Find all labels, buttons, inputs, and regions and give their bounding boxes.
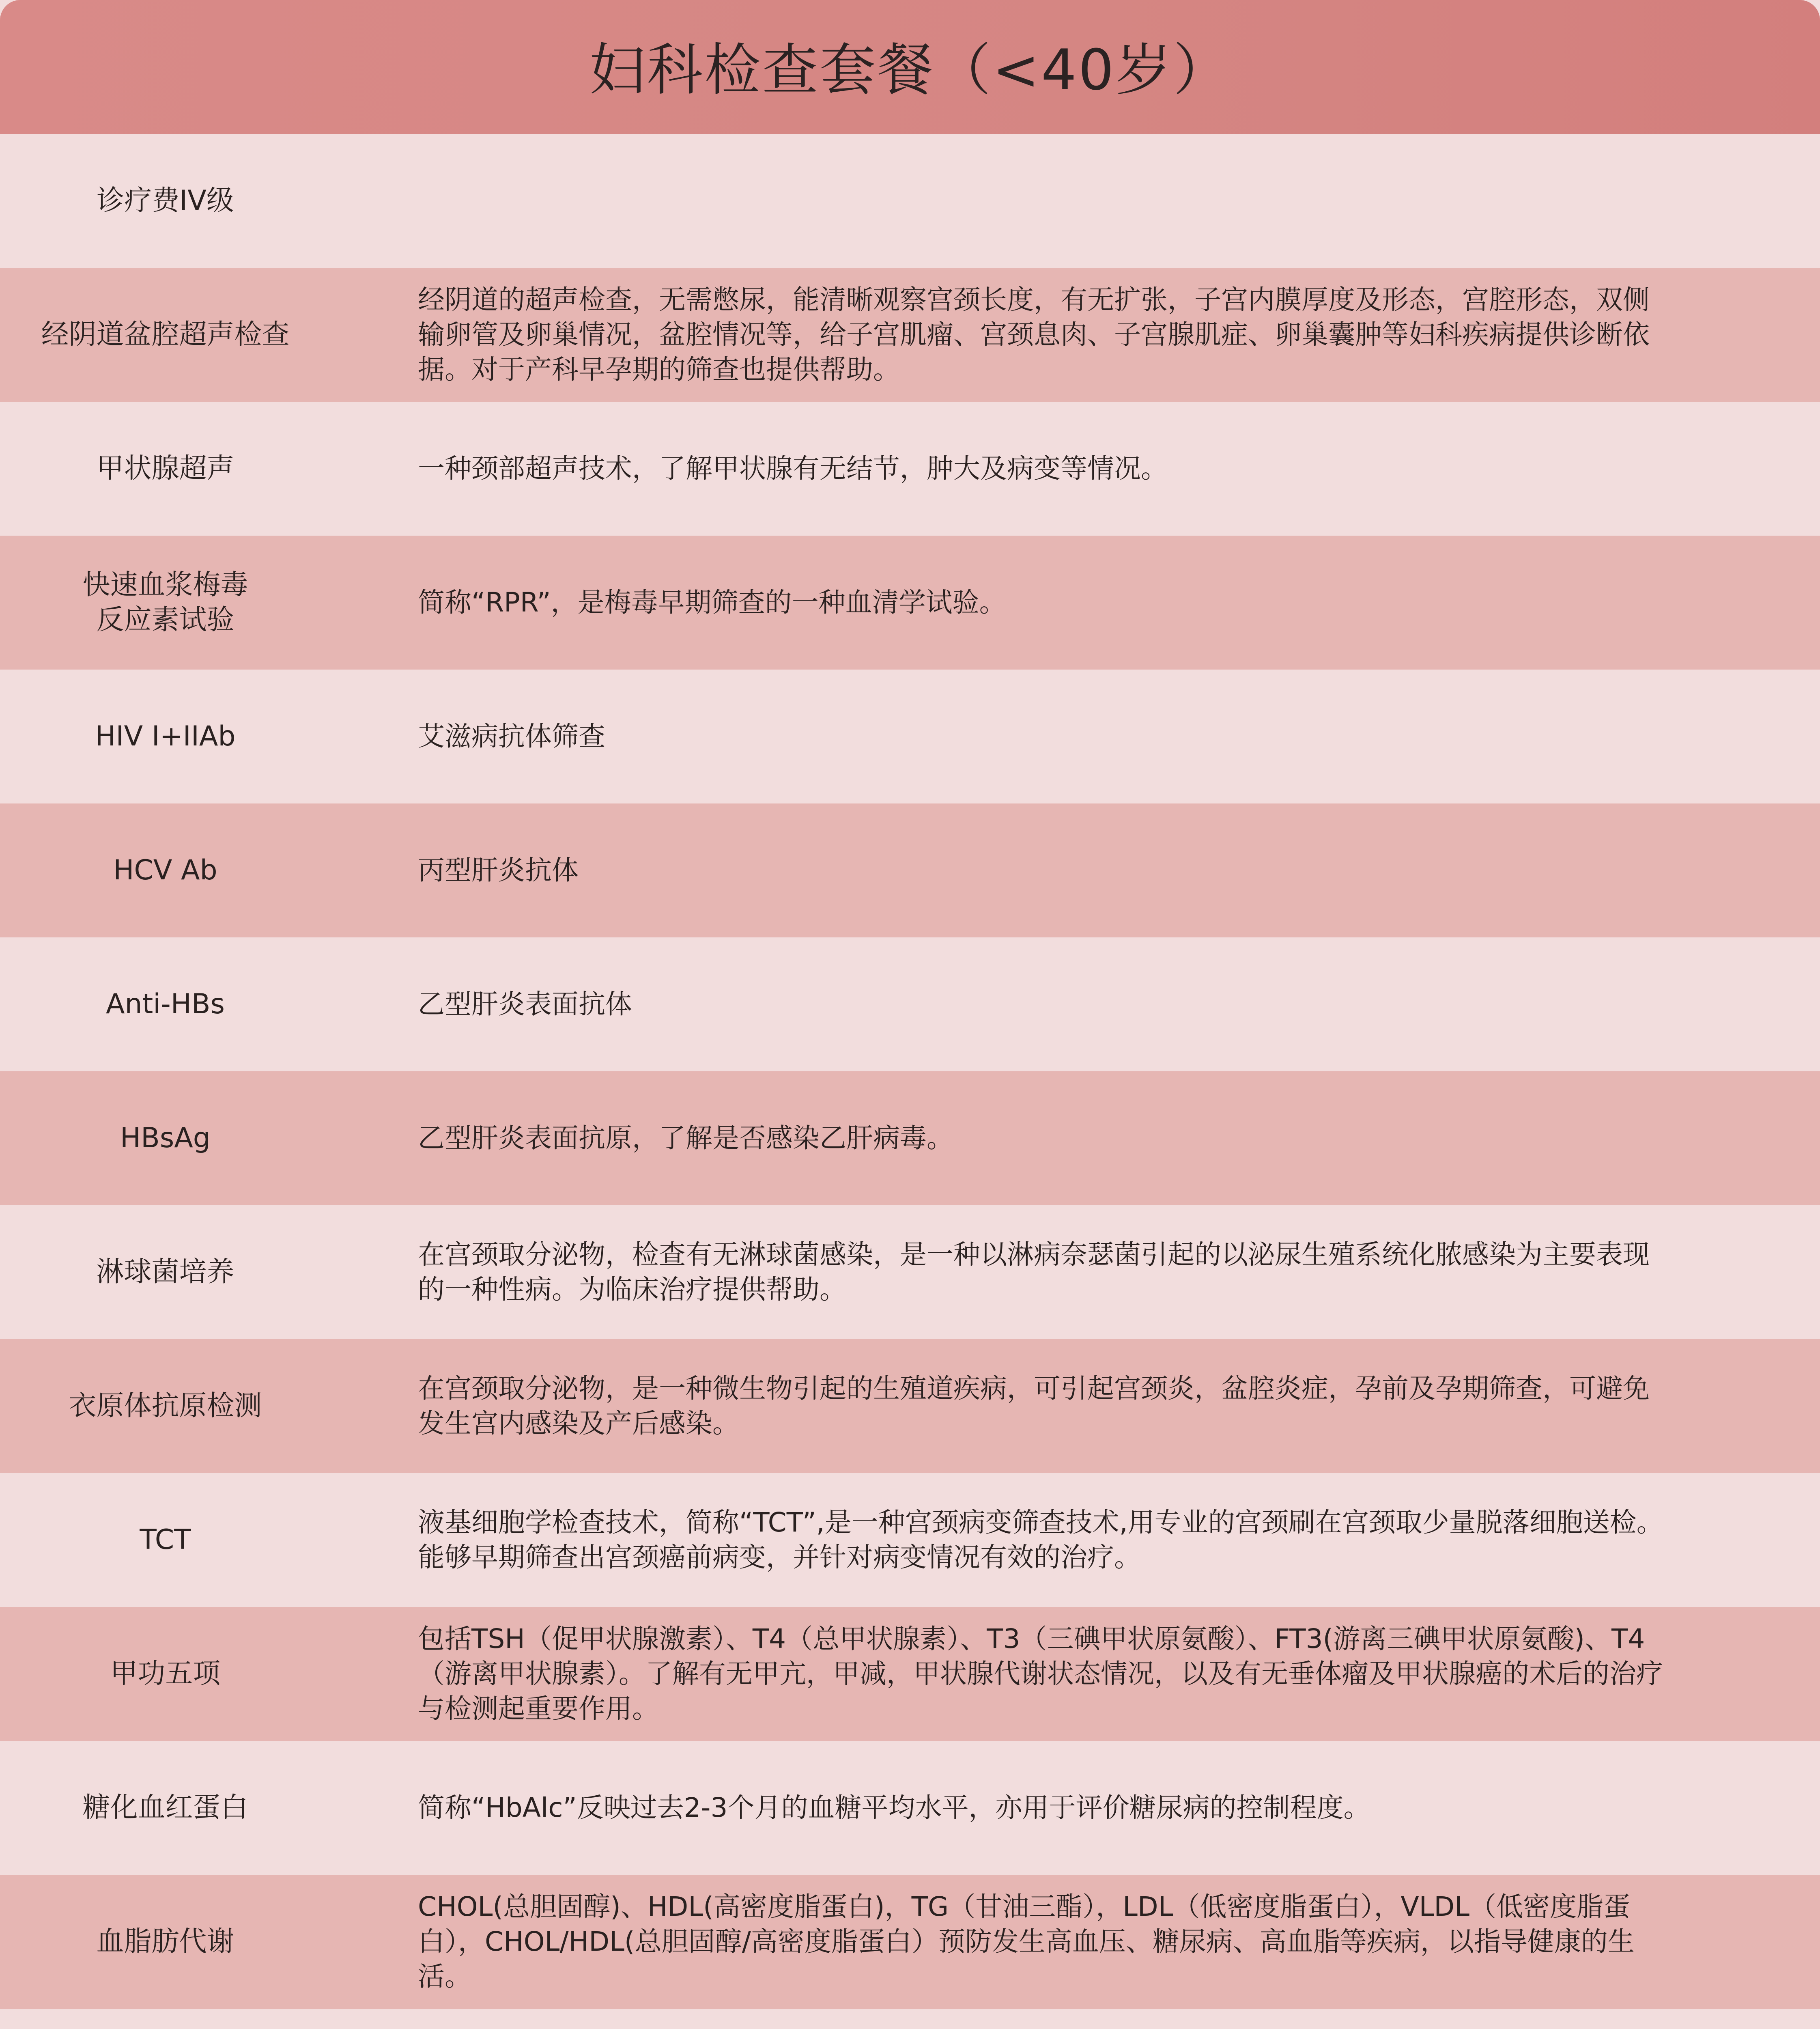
item-name: HCV Ab [113, 854, 217, 886]
item-description: 经阴道的超声检查，无需憋尿，能清晰观察宫颈长度，有无扩张，子宫内膜厚度及形态，宫腔形态，双侧输卵管及卵巢情况，盆腔情况等，给子宫肌瘤、宫颈息肉、子宫腺肌症、卵巢囊肿等妇科疾病提供诊断依据。对于产科早孕期的筛查也提供帮助。 [418, 284, 1650, 385]
item-name: 衣原体抗原检测 [69, 1390, 262, 1422]
item-name: 血脂肪代谢 [96, 1926, 234, 1958]
item-name: 淋球菌培养 [96, 1256, 234, 1288]
item-description: 一种颈部超声技术，了解甲状腺有无结节，肿大及病变等情况。 [418, 453, 1168, 484]
item-name: 经阴道盆腔超声检查 [41, 319, 290, 351]
item-name: 快速血浆梅毒 反应素试验 [82, 569, 248, 636]
item-description: 乙型肝炎表面抗体 [418, 989, 632, 1020]
item-name: TCT [140, 1524, 191, 1556]
table-row [0, 134, 1820, 268]
item-table [0, 134, 1820, 2029]
table-row [0, 268, 1820, 402]
table-row [0, 1473, 1820, 1607]
table-row [0, 1607, 1820, 1741]
item-name: 甲功五项 [110, 1658, 221, 1690]
item-name: 糖化血红蛋白 [82, 1792, 248, 1824]
table-row [0, 1741, 1820, 1875]
table-row [0, 1205, 1820, 1339]
item-description: 丙型肝炎抗体 [418, 855, 579, 886]
item-description: 乙型肝炎表面抗原，了解是否感染乙肝病毒。 [418, 1122, 953, 1154]
item-name: 诊疗费IV级 [97, 185, 234, 217]
item-description: CHOL(总胆固醇)、HDL(高密度脂蛋白)，TG（甘油三酯），LDL（低密度脂蛋白），VLDL（低密度脂蛋白），CHOL/HDL(总胆固醇/高密度脂蛋白）预防发生高血压、糖尿病、高血脂等疾病，以指导健康的生活。 [418, 1891, 1635, 1992]
table-row [0, 670, 1820, 803]
item-description: 包括TSH（促甲状腺激素）、T4（总甲状腺素）、T3（三碘甲状原氨酸）、FT3(游离三碘甲状原氨酸)、T4（游离甲状腺素）。了解有无甲亢，甲减，甲状腺代谢状态情况，以及有无垂体瘤及甲状腺癌的术后的治疗与检测起重要作用。 [418, 1623, 1663, 1724]
item-description: 液基细胞学检查技术，简称“TCT”,是一种宫颈病变筛查技术,用专业的宫颈刷在宫颈取少量脱落细胞送检。能够早期筛查出宫颈癌前病变，并针对病变情况有效的治疗。 [418, 1507, 1663, 1573]
item-description: 在宫颈取分泌物，检查有无淋球菌感染，是一种以淋病奈瑟菌引起的以泌尿生殖系统化脓感染为主要表现的一种性病。为临床治疗提供帮助。 [418, 1239, 1650, 1305]
item-name: HIV I+IIAb [95, 720, 236, 752]
item-name: HBsAg [120, 1122, 211, 1154]
table-row [0, 937, 1820, 1071]
table-row [0, 1339, 1820, 1473]
item-name: 甲状腺超声 [96, 452, 234, 485]
item-name: Anti-HBs [106, 988, 225, 1020]
item-description: 简称“HbAlc”反映过去2-3个月的血糖平均水平，亦用于评价糖尿病的控制程度。 [418, 1792, 1370, 1823]
page-title: 妇科检查套餐（<40岁） [589, 37, 1231, 103]
table-row [0, 1875, 1820, 2009]
table-row [0, 2009, 1820, 2029]
table-row [0, 803, 1820, 937]
item-description: 简称“RPR”，是梅毒早期筛查的一种血清学试验。 [418, 587, 1006, 618]
header-bar [0, 0, 1820, 134]
table-row [0, 1071, 1820, 1205]
table-row [0, 402, 1820, 536]
item-description: 艾滋病抗体筛查 [418, 721, 605, 752]
table-row [0, 536, 1820, 670]
item-description: 在宫颈取分泌物，是一种微生物引起的生殖道疾病，可引起宫颈炎，盆腔炎症，孕前及孕期筛查，可避免发生宫内感染及产后感染。 [418, 1373, 1650, 1439]
